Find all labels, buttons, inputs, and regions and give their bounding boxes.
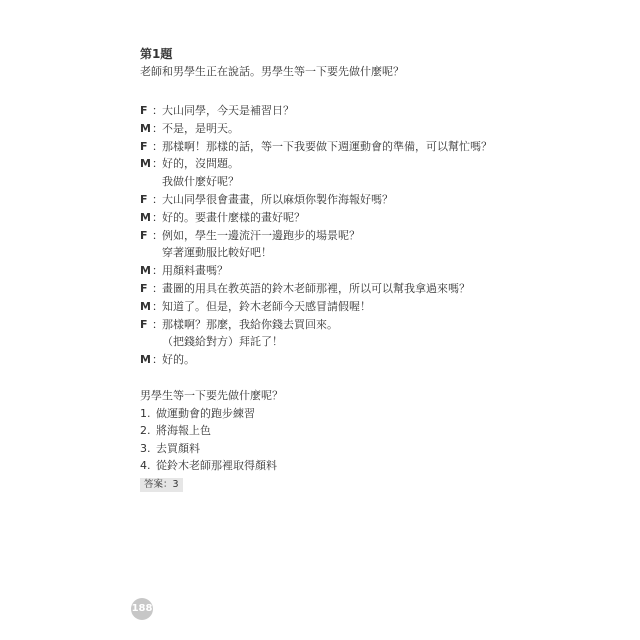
dialogue-line <box>140 227 500 245</box>
speaker-label: F <box>140 192 148 206</box>
dialogue-line <box>140 298 500 316</box>
utterance-text: 大山同學很會畫畫，所以麻煩你製作海報好嗎？ <box>162 192 393 206</box>
utterance-text: 知道了。但是，鈴木老師今天感冒請假喔！ <box>162 299 371 313</box>
speaker-label: M <box>140 353 151 367</box>
dialogue-line <box>140 120 500 138</box>
option-item <box>140 440 500 458</box>
answer-options <box>140 405 500 475</box>
utterance-text: 好的。要畫什麼樣的畫好呢？ <box>162 210 305 224</box>
dialogue-line <box>140 155 500 173</box>
dialogue-line <box>140 209 500 227</box>
utterance-text: 那樣啊？那麼，我給你錢去買回來。 <box>162 317 338 331</box>
speaker-label: F <box>140 228 148 242</box>
utterance-continuation: 穿著運動服比較好吧！ <box>162 246 272 260</box>
page-number: 188 <box>131 598 153 620</box>
speaker-label: M <box>140 299 151 313</box>
speaker-label: F <box>140 139 148 153</box>
option-item <box>140 405 500 423</box>
utterance-text: 不是，是明天。 <box>162 121 239 135</box>
speaker-colon: ： <box>152 192 163 206</box>
answer-badge: 答案：3 <box>140 478 183 492</box>
page-content <box>140 45 500 492</box>
utterance-continuation: （把錢給對方）拜託了！ <box>162 335 283 349</box>
speaker-colon: ： <box>152 210 163 224</box>
dialogue-line <box>140 138 500 156</box>
option-text: 將海報上色 <box>156 424 211 438</box>
option-number: 4. <box>140 459 151 473</box>
dialogue-block <box>140 102 500 369</box>
speaker-colon: ： <box>152 228 163 242</box>
option-text: 從鈴木老師那裡取得顏料 <box>156 459 277 473</box>
utterance-text: 畫圖的用具在教英語的鈴木老師那裡，所以可以幫我拿過來嗎？ <box>162 281 470 295</box>
speaker-label: M <box>140 157 151 171</box>
speaker-label: M <box>140 121 151 135</box>
utterance-text: 大山同學，今天是補習日？ <box>162 104 294 117</box>
problem-title: 第1題 <box>140 47 173 61</box>
utterance-text: 用顏料畫嗎？ <box>162 264 228 278</box>
speaker-label: M <box>140 264 151 278</box>
speaker-colon: ： <box>152 299 163 313</box>
followup-question: 男學生等一下要先做什麼呢？ <box>140 388 283 402</box>
dialogue-line <box>140 316 500 334</box>
dialogue-line <box>140 280 500 298</box>
option-item <box>140 422 500 440</box>
speaker-colon: ： <box>152 281 163 295</box>
dialogue-line <box>140 191 500 209</box>
utterance-text: 例如，學生一邊流汗一邊跑步的場景呢？ <box>162 228 360 242</box>
utterance-continuation: 我做什麼好呢？ <box>162 175 239 189</box>
dialogue-line <box>140 262 500 280</box>
utterance-text: 那樣啊！那樣的話，等一下我要做下週運動會的準備，可以幫忙嗎？ <box>162 139 492 153</box>
utterance-text: 好的，沒問題。 <box>162 157 239 171</box>
problem-question: 老師和男學生正在說話。男學生等一下要先做什麼呢？ <box>140 65 404 78</box>
option-number: 1. <box>140 406 151 420</box>
speaker-colon: ： <box>152 264 163 278</box>
speaker-colon: ： <box>152 353 163 367</box>
speaker-label: M <box>140 210 151 224</box>
option-number: 3. <box>140 441 151 455</box>
option-item <box>140 457 500 475</box>
speaker-label: F <box>140 281 148 295</box>
dialogue-line <box>140 351 500 369</box>
speaker-colon: ： <box>152 157 163 171</box>
option-text: 做運動會的跑步練習 <box>156 406 255 420</box>
speaker-label: F <box>140 104 148 117</box>
speaker-colon: ： <box>152 139 163 153</box>
option-number: 2. <box>140 424 151 438</box>
speaker-colon: ： <box>152 104 163 117</box>
speaker-colon: ： <box>152 317 163 331</box>
option-text: 去買顏料 <box>156 441 200 455</box>
utterance-text: 好的。 <box>162 353 195 367</box>
speaker-colon: ： <box>152 121 163 135</box>
speaker-label: F <box>140 317 148 331</box>
dialogue-line <box>140 102 500 120</box>
